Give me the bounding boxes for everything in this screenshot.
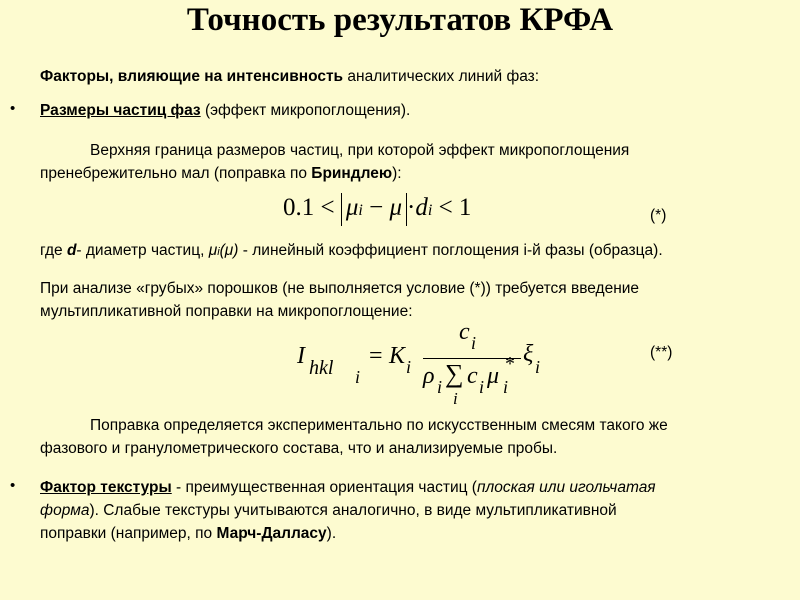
formula-microabsorption [283, 193, 471, 226]
f2-sum: ∑ [445, 359, 464, 388]
correction-line1: Поправка определяется экспериментально по искусственным смесям такого же [90, 417, 668, 434]
f1-dot: · [407, 194, 416, 221]
f2-den-mu-sup: * [505, 353, 515, 375]
where-c: - линейный коэффициент поглощения i-й фазы (образца). [238, 242, 663, 259]
brindley-name: Бриндлею [311, 165, 393, 182]
where-d: d [66, 242, 77, 259]
f2-den-rho-sub: i [437, 377, 443, 397]
p1-line2-c: ): [392, 165, 402, 182]
bullet-texture: • [10, 477, 16, 494]
f1-mu: μ [389, 194, 403, 221]
f2-K: K [389, 343, 406, 369]
f2-den-mu: μ [487, 363, 500, 389]
f2-den-mu-sub: i [503, 377, 509, 397]
f1-minus: − [369, 194, 384, 221]
bullet-particles: • [10, 100, 16, 117]
f1-sub-i2: i [427, 202, 433, 219]
f2-den-c-sub: i [479, 377, 485, 397]
texture-line1 [40, 477, 656, 499]
texture-line2 [40, 500, 617, 522]
particles-heading-line [40, 100, 410, 122]
f1-abs [341, 193, 407, 226]
particles-p1-line1: Верхняя граница размеров частиц, при которой эффект микропоглощения [90, 142, 630, 159]
p1-line2-a: пренебрежительно мал (поправка по [40, 165, 312, 182]
f2-num-sub: i [471, 333, 477, 353]
f1-left: 0.1 < [283, 194, 335, 221]
f2-xi-sub: i [535, 357, 541, 377]
texture-line3 [40, 523, 336, 545]
formula-correction [297, 319, 597, 415]
f1-d: d [415, 194, 428, 221]
f2-xi: ξ [523, 341, 534, 367]
where-b: - диаметр частиц, [76, 242, 209, 259]
intro-rest: аналитических линий фаз: [343, 68, 540, 85]
f2-sum-sub: i [453, 389, 458, 408]
f2-den-rho: ρ [423, 363, 435, 389]
slide-title: Точность результатов КРФА [186, 2, 614, 38]
f2-K-sub: i [406, 357, 412, 377]
f2-eq: = [369, 343, 383, 369]
texture-line3-c: ). [326, 525, 337, 542]
formula2-tag: (**) [650, 344, 673, 361]
f1-sub-i: i [358, 202, 363, 219]
where-mu-arg: (μ) [219, 242, 239, 259]
march-dollase-name: Марч-Далласу [216, 525, 327, 542]
texture-line1-italic: плоская или игольчатая [476, 479, 656, 496]
where-line [40, 240, 663, 263]
f2-den-c: c [467, 363, 478, 389]
texture-heading: Фактор текстуры [40, 479, 172, 496]
coarse-line2: мультипликативной поправки на микропоглощение: [40, 303, 413, 320]
f1-mu-i: μ [345, 194, 359, 221]
f2-num-c: c [459, 319, 470, 345]
particles-heading-rest: (эффект микропоглощения). [200, 102, 411, 119]
particles-p1-line2 [40, 163, 402, 185]
where-a: где [40, 242, 67, 259]
texture-line3-a: поправки (например, по [40, 525, 217, 542]
texture-line2-a: ). Слабые текстуры учитываются аналогично, в виде мультипликативной [89, 502, 617, 519]
f2-hkl: hkl [309, 357, 334, 379]
intro-bold: Факторы, влияющие на интенсивность [40, 68, 344, 85]
f1-right: < 1 [438, 194, 472, 221]
formula1-tag: (*) [650, 207, 667, 224]
intro-line [40, 66, 539, 88]
particles-heading: Размеры частиц фаз [40, 102, 201, 119]
texture-line2-italic: форма [40, 502, 90, 519]
f2-i-sub: i [355, 367, 361, 387]
f2-I: I [297, 343, 305, 369]
where-mu-sub: i [217, 246, 220, 258]
texture-line1-a: - преимущественная ориентация частиц ( [171, 479, 477, 496]
where-mu: μ [208, 242, 218, 259]
correction-line2: фазового и гранулометрического состава, что и анализируемые пробы. [40, 440, 558, 457]
coarse-line1: При анализе «грубых» порошков (не выполняется условие (*)) требуется введение [40, 280, 640, 297]
